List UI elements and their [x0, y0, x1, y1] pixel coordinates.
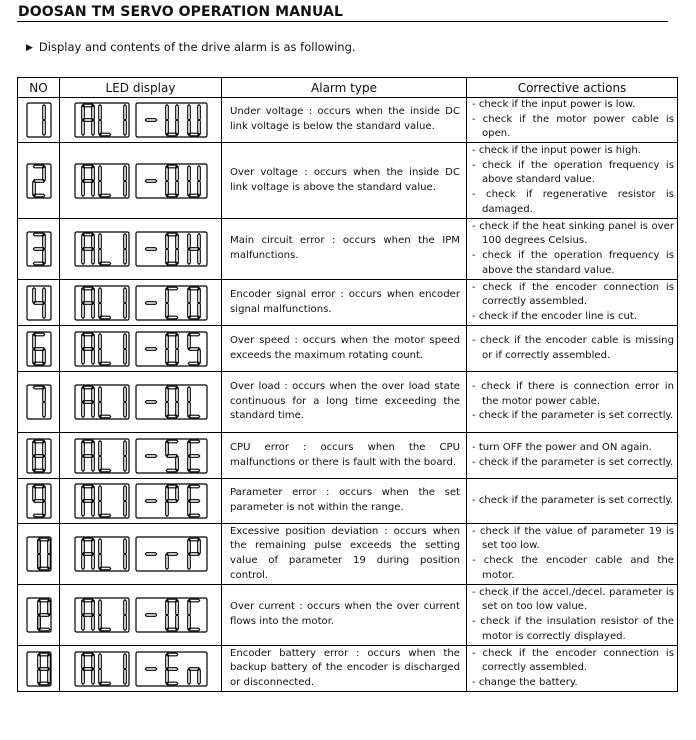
alarm-table-body [18, 98, 678, 692]
alarm-type-cell: Main circuit error : occurs when the IPM malfunctions. [222, 219, 467, 280]
header-corrective-actions: Corrective actions [467, 78, 678, 98]
led-group-frame-right [136, 332, 207, 366]
led-digit-frame [27, 286, 51, 320]
table-row [18, 479, 678, 524]
led-display-cell [60, 524, 222, 585]
seven-segment-display-icon [74, 437, 208, 475]
table-row [18, 524, 678, 585]
alarm-number-led-icon [26, 284, 52, 322]
seven-segment-display-icon [74, 383, 208, 421]
led-display-cell [60, 585, 222, 646]
corrective-actions-cell [467, 98, 678, 143]
corrective-action-item: - check if the heat sinking panel is over 100 degrees Celsius. [472, 220, 674, 247]
seven-segment-display-icon [74, 101, 208, 139]
alarm-type-cell: Excessive position deviation : occurs when the remaining pulse exceeds the setting value of parameter 19 during position control. [222, 524, 467, 585]
title-underline [17, 21, 668, 22]
led-digit-frame [27, 103, 51, 137]
table-row [18, 143, 678, 219]
table-row [18, 433, 678, 479]
led-group-frame-right [136, 385, 207, 419]
table-row [18, 280, 678, 326]
led-digit-frame [27, 484, 51, 518]
alarm-number-cell [18, 280, 60, 326]
corrective-action-item: - check if the operation frequency is above standard value. [472, 159, 674, 186]
seven-segment-display-icon [74, 330, 208, 368]
table-row [18, 646, 678, 692]
alarm-type-cell: Over current : occurs when the over current flows into the motor. [222, 585, 467, 646]
alarm-type-cell: Under voltage : occurs when the inside DC link voltage is below the standard value. [222, 98, 467, 143]
led-display-cell [60, 219, 222, 280]
corrective-action-item: - check if the encoder line is cut. [472, 310, 638, 322]
led-display-cell [60, 326, 222, 372]
alarm-type-cell: Over speed : occurs when the motor speed exceeds the maximum rotating count. [222, 326, 467, 372]
alarm-number-cell [18, 372, 60, 433]
led-group-frame-right [136, 286, 207, 320]
alarm-number-led-icon [26, 383, 52, 421]
led-display-cell [60, 143, 222, 219]
led-display-cell [60, 646, 222, 692]
alarm-number-led-icon [26, 437, 52, 475]
alarm-number-led-icon [26, 596, 52, 634]
corrective-action-item: - check if regenerative resistor is damaged. [472, 188, 674, 215]
header-alarm-type: Alarm type [222, 78, 467, 98]
alarm-number-cell [18, 219, 60, 280]
alarm-number-cell [18, 524, 60, 585]
corrective-actions-cell [467, 372, 678, 433]
led-group-frame-right [136, 652, 207, 686]
intro-line [26, 40, 356, 54]
seven-segment-display-icon [74, 230, 208, 268]
led-group-frame-right [136, 537, 207, 571]
led-group-frame-right [136, 103, 207, 137]
alarm-type-cell: Encoder battery error : occurs when the backup battery of the encoder is discharged or disconnected. [222, 646, 467, 692]
corrective-action-item: - check if the parameter is set correctly. [472, 410, 674, 422]
led-digit-frame [27, 332, 51, 366]
alarm-number-led-icon [26, 535, 52, 573]
alarm-number-cell [18, 98, 60, 143]
led-group-frame-right [136, 484, 207, 518]
corrective-action-item: - check if the parameter is set correctly. [472, 456, 674, 468]
led-display-cell [60, 479, 222, 524]
corrective-action-item: - check if the accel./decel. parameter is set on too low value. [472, 586, 674, 613]
corrective-actions-cell [467, 646, 678, 692]
alarm-number-cell [18, 433, 60, 479]
corrective-action-item: - check if the value of parameter 19 is set too low. [472, 525, 674, 552]
alarm-number-led-icon [26, 482, 52, 520]
corrective-action-item: - check if the encoder connection is correctly assembled. [472, 647, 674, 674]
alarm-number-cell [18, 646, 60, 692]
corrective-actions-cell [467, 433, 678, 479]
led-group-frame-right [136, 598, 207, 632]
alarm-number-cell [18, 143, 60, 219]
led-digit-frame [27, 385, 51, 419]
triangle-bullet-icon: ▶ [26, 43, 33, 53]
corrective-actions-cell [467, 585, 678, 646]
alarm-table-header [18, 78, 678, 98]
led-digit-frame [27, 164, 51, 198]
alarm-number-cell [18, 585, 60, 646]
corrective-action-item: - change the battery. [472, 676, 578, 688]
corrective-actions-cell [467, 143, 678, 219]
corrective-action-item: - check if the insulation resistor of the motor is correctly displayed. [472, 616, 674, 642]
led-display-cell [60, 433, 222, 479]
corrective-action-item: - check if there is connection error in the motor power cable. [472, 381, 674, 407]
alarm-number-led-icon [26, 230, 52, 268]
intro-text: Display and contents of the drive alarm is as following. [38, 40, 356, 54]
corrective-actions-cell [467, 479, 678, 524]
alarm-number-cell [18, 479, 60, 524]
corrective-action-item: - check if the parameter is set correctly. [472, 494, 674, 506]
alarm-number-led-icon [26, 101, 52, 139]
table-row [18, 585, 678, 646]
seven-segment-display-icon [74, 535, 208, 573]
corrective-action-item: - check the encoder cable and the motor. [472, 555, 674, 581]
led-digit-frame [27, 439, 51, 473]
document-title: DOOSAN TM SERVO OPERATION MANUAL [18, 4, 343, 20]
corrective-actions-cell [467, 326, 678, 372]
corrective-action-item: - check if the motor power cable is open. [472, 113, 674, 140]
header-no: NO [18, 78, 60, 98]
corrective-action-item: - turn OFF the power and ON again. [472, 441, 652, 453]
corrective-action-item: - check if the encoder connection is correctly assembled. [472, 281, 674, 308]
alarm-type-cell: Over voltage : occurs when the inside DC link voltage is above the standard value. [222, 143, 467, 219]
seven-segment-display-icon [74, 482, 208, 520]
seven-segment-display-icon [74, 162, 208, 200]
alarm-type-cell: CPU error : occurs when the CPU malfunctions or there is fault with the board. [222, 433, 467, 479]
led-group-frame-right [136, 439, 207, 473]
led-digit-frame [27, 232, 51, 266]
corrective-action-item: - check if the operation frequency is above the standard value. [472, 250, 674, 276]
seven-segment-display-icon [74, 596, 208, 634]
corrective-actions-cell [467, 280, 678, 326]
alarm-type-cell: Parameter error : occurs when the set parameter is not within the range. [222, 479, 467, 524]
alarm-type-cell: Over load : occurs when the over load state continuous for a long time exceeding the standard time. [222, 372, 467, 433]
corrective-action-item: - check if the encoder cable is missing or if correctly assembled. [472, 334, 674, 361]
led-display-cell [60, 280, 222, 326]
led-group-frame-right [136, 164, 207, 198]
alarm-number-led-icon [26, 330, 52, 368]
table-row [18, 326, 678, 372]
led-group-frame-right [136, 232, 207, 266]
alarm-table [17, 77, 678, 692]
seven-segment-display-icon [74, 650, 208, 688]
led-display-cell [60, 98, 222, 143]
corrective-actions-cell [467, 524, 678, 585]
alarm-number-cell [18, 326, 60, 372]
corrective-actions-cell [467, 219, 678, 280]
led-display-cell [60, 372, 222, 433]
alarm-number-led-icon [26, 162, 52, 200]
corrective-action-item: - check if the input power is high. [472, 144, 642, 156]
seven-segment-display-icon [74, 284, 208, 322]
alarm-type-cell: Encoder signal error : occurs when encoder signal malfunctions. [222, 280, 467, 326]
table-row [18, 372, 678, 433]
table-row [18, 219, 678, 280]
corrective-action-item: - check if the input power is low. [472, 99, 636, 110]
header-led-display: LED display [60, 78, 222, 98]
table-row [18, 98, 678, 143]
alarm-number-led-icon [26, 650, 52, 688]
